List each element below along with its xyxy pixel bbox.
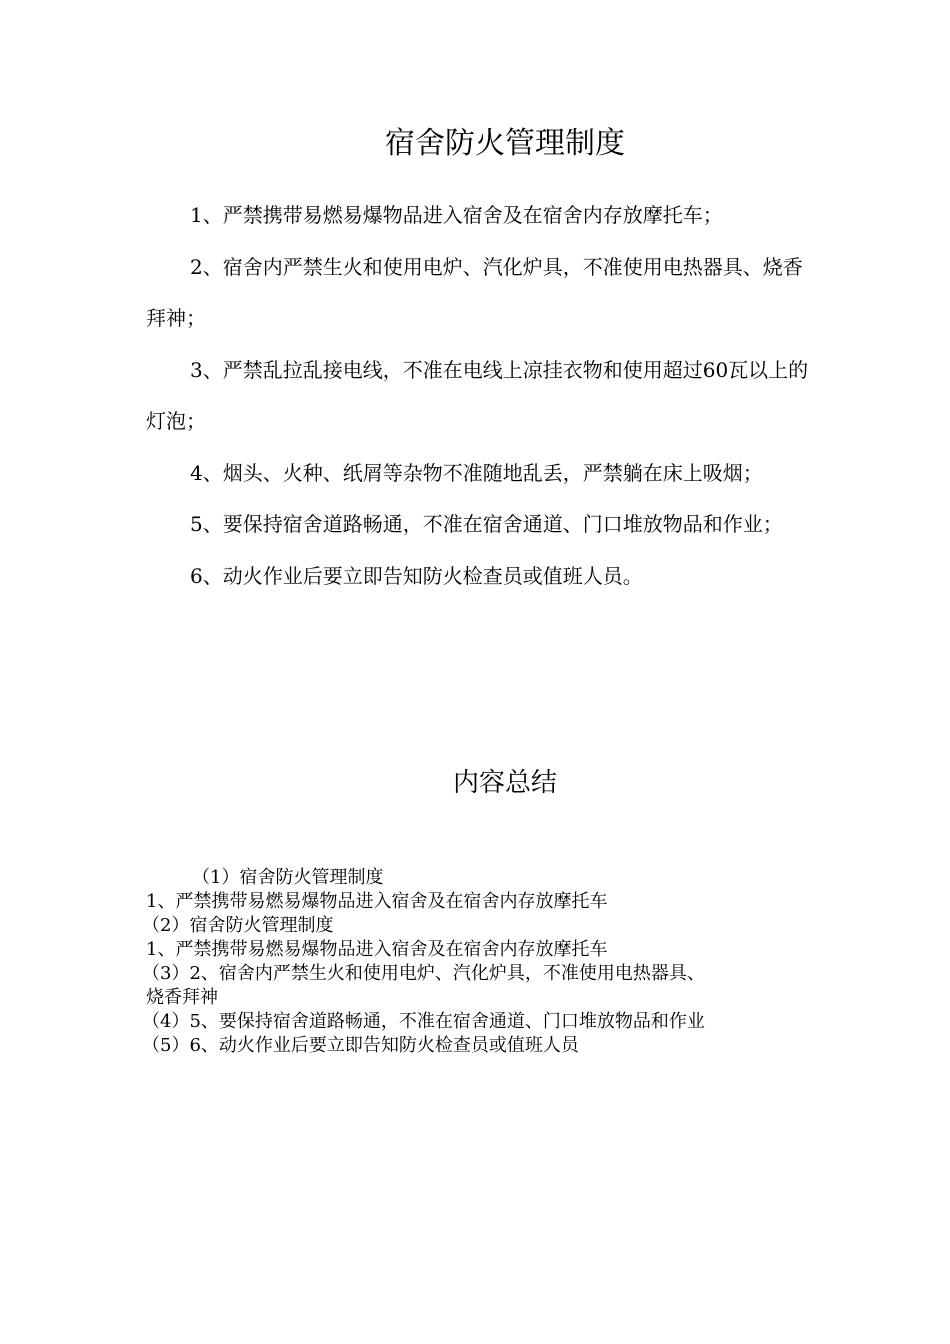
summary-line: （2）宿舍防火管理制度 [142, 915, 334, 936]
summary-line: 1、严禁携带易燃易爆物品进入宿舍及在宿舍内存放摩托车 [146, 891, 608, 912]
rules-list [146, 190, 814, 602]
summary-list [142, 866, 806, 1058]
summary-line: （1）宿舍防火管理制度 [192, 867, 384, 888]
summary-line: （3）2、宿舍内严禁生火和使用电炉、汽化炉具，不准使用电热器具、 [142, 963, 705, 984]
document-title: 宿舍防火管理制度 [385, 126, 625, 161]
rule-item: 3、严禁乱拉乱接电线，不准在电线上凉挂衣物和使用超过60瓦以上的灯泡； [146, 357, 809, 433]
summary-line: （4）5、要保持宿舍道路畅通，不准在宿舍通道、门口堆放物品和作业 [142, 1011, 705, 1032]
rule-item: 4、烟头、火种、纸屑等杂物不准随地乱丢，严禁躺在床上吸烟； [190, 460, 763, 485]
summary-title: 内容总结 [452, 768, 557, 798]
rule-item: 1、严禁携带易燃易爆物品进入宿舍及在宿舍内存放摩托车； [190, 203, 723, 227]
rule-item: 5、要保持宿舍道路畅通，不准在宿舍通道、门口堆放物品和作业； [190, 512, 783, 536]
summary-line: 1、严禁携带易燃易爆物品进入宿舍及在宿舍内存放摩托车 [146, 939, 608, 960]
rule-item: 6、动火作业后要立即告知防火检查员或值班人员。 [190, 563, 643, 588]
summary-line: （5）6、动火作业后要立即告知防火检查员或值班人员 [142, 1035, 579, 1056]
rule-item: 2、宿舍内严禁生火和使用电炉、汽化炉具，不准使用电热器具、烧香拜神； [146, 254, 803, 330]
summary-line: 烧香拜神 [146, 987, 218, 1008]
